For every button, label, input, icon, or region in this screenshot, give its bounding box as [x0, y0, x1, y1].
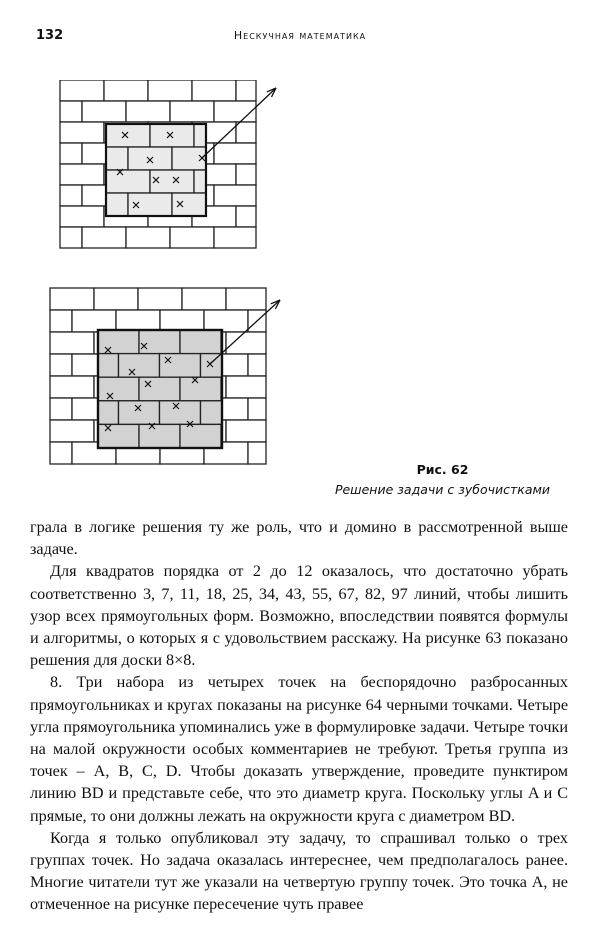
brick [192, 80, 236, 101]
brick [150, 170, 194, 193]
brick [104, 80, 148, 101]
brick [98, 424, 139, 448]
brick [106, 170, 150, 193]
page-header [36, 28, 564, 50]
brick [194, 170, 206, 193]
brick [50, 420, 94, 442]
brick [60, 206, 104, 227]
brick [106, 124, 150, 147]
brick [119, 401, 160, 425]
running-title: Нескучная математика [233, 29, 367, 42]
brick [50, 376, 94, 398]
brick [226, 376, 266, 398]
brick [180, 330, 221, 354]
brick [248, 354, 266, 376]
brick [98, 401, 119, 425]
brick [60, 227, 82, 248]
brick [60, 80, 104, 101]
brick [194, 124, 206, 147]
brick [98, 330, 139, 354]
brick [236, 122, 256, 143]
paragraph-1: грала в логике решения ту же роль, что и домино в рассмотренной выше задаче. [30, 518, 568, 559]
brick [214, 227, 256, 248]
brick [214, 101, 256, 122]
brick [60, 185, 82, 206]
brick [106, 193, 128, 216]
brick [72, 310, 116, 332]
page-number: 132 [36, 28, 64, 43]
figure-caption: Решение задачи с зубочистками [334, 482, 551, 497]
brick [226, 420, 266, 442]
paragraph-2: Для квадратов порядка от 2 до 12 оказалось, что достаточно убрать соответственно 3, 7, 11, 18, 25, 34, 43, 55, 67, 82, 97 линий, чтобы лишить узор всех прямоугольных форм. Возможно, впоследствии появятся формулы и алгоритмы, о которых я с удовольствием расскажу. На рисунке 63 показано решения для доски 8×8. [30, 562, 568, 670]
brick [98, 354, 119, 378]
brick [82, 227, 126, 248]
brick [236, 80, 256, 101]
brick [139, 377, 180, 401]
brick [128, 147, 172, 170]
brick [172, 193, 206, 216]
brick [201, 401, 223, 425]
brick [226, 332, 266, 354]
brick [248, 442, 266, 464]
brick [226, 288, 266, 310]
brick [50, 310, 72, 332]
brick [236, 206, 256, 227]
paragraph-4: Когда я только опубликовал эту задачу, то спрашивал только о трех группах точек. Но задача оказалась интереснее, чем предполагалось ранее. Многие читатели тут же указали на четвертую группу точек. Это точка A, не отмеченное на рисунке пересечение чуть правее [30, 828, 568, 914]
brick [126, 101, 170, 122]
brick [204, 310, 248, 332]
brick [214, 143, 256, 164]
brick [116, 310, 160, 332]
brick [50, 442, 72, 464]
brick [214, 185, 256, 206]
brick [119, 354, 160, 378]
brick [180, 377, 221, 401]
brick [182, 288, 226, 310]
brick [60, 122, 104, 143]
brick [139, 330, 180, 354]
brick [98, 377, 139, 401]
brick [106, 147, 128, 170]
brick [248, 398, 266, 420]
brick [50, 332, 94, 354]
brick [50, 398, 72, 420]
brick [170, 101, 214, 122]
brick [60, 164, 104, 185]
figure-label: Рис. 62 [416, 462, 469, 477]
paragraph-3: 8. Три набора из четырех точек на беспорядочно разбросанных прямоугольниках и кругах показаны на рисунке 64 черными точками. Четыре угла прямоугольника упоминались уже в формулировке задачи. Четыре точки на малой окружности особых комментариев не требуют. Третья группа из точек – A, B, C, D. Чтобы доказать утверждение, проведите пунктиром линию BD и представьте себе, что это диаметр круга. Поскольку углы A и C прямые, то они должны лежать на окружности круга с диаметром BD. [30, 673, 568, 825]
brick-figure-large [40, 280, 290, 520]
brick [170, 227, 214, 248]
brick [60, 101, 82, 122]
brick [60, 143, 82, 164]
brick [50, 354, 72, 376]
brick [126, 227, 170, 248]
brick [148, 80, 192, 101]
brick [82, 101, 126, 122]
brick [94, 288, 138, 310]
body-text [30, 516, 568, 916]
brick [139, 424, 180, 448]
brick [128, 193, 172, 216]
brick [160, 310, 204, 332]
brick [50, 288, 94, 310]
brick [180, 424, 221, 448]
brick [138, 288, 182, 310]
brick [236, 164, 256, 185]
brick [160, 401, 201, 425]
brick-figure-small [50, 80, 290, 270]
brick [150, 124, 194, 147]
